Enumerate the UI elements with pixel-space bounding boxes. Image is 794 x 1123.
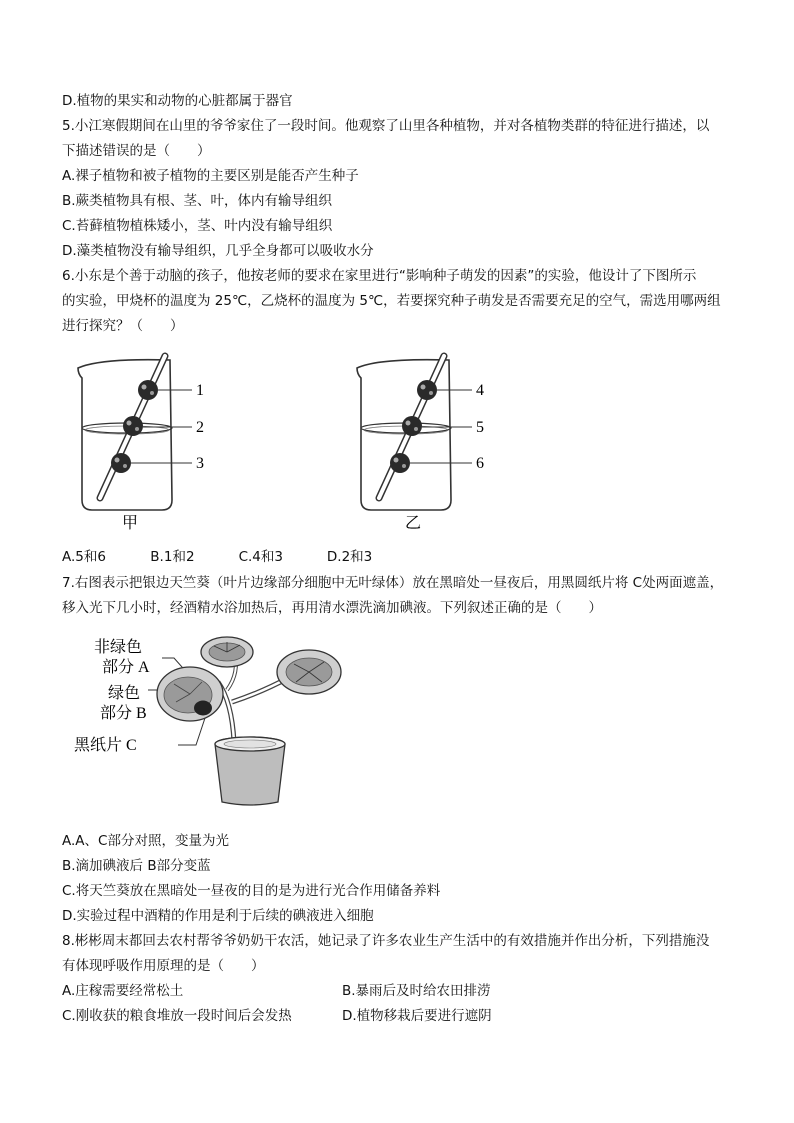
q7-option-b: B.滴加碘液后 B部分变蓝 (62, 858, 211, 874)
leaf-right (277, 650, 341, 694)
q4-option-d: D.植物的果实和动物的心脏都属于器官 (62, 93, 293, 109)
seed-5 (402, 416, 422, 436)
seed-2 (123, 416, 143, 436)
q7-geranium-figure (62, 632, 362, 812)
q8-stem-line1: 8.彬彬周末都回去农村帮爷爷奶奶干农活，她记录了许多农业生产生活中的有效措施并作出分析，下列措施没 (62, 933, 710, 949)
leaf-top (201, 637, 253, 667)
beaker-yi (357, 356, 484, 532)
leaf-variegated (157, 667, 223, 721)
seed-label-5: 5 (476, 419, 484, 436)
q5-stem-line1: 5.小江寒假期间在山里的爷爷家住了一段时间。他观察了山里各种植物，并对各植物类群的特征进行描述，以 (62, 118, 710, 134)
seed-label-4: 4 (476, 382, 484, 399)
q7-option-c: C.将天竺葵放在黑暗处一昼夜的目的是为进行光合作用储备养料 (62, 883, 441, 899)
q7-stem-line1: 7.右图表示把银边天竺葵（叶片边缘部分细胞中无叶绿体）放在黑暗处一昼夜后，用黑圆纸片将 C处两面遮盖， (62, 575, 724, 591)
q6-stem-line2: 的实验，甲烧杯的温度为 25℃，乙烧杯的温度为 5℃，若要探究种子萌发是否需要充足的空气，需选用哪两组 (62, 293, 721, 309)
q5-option-a: A.裸子植物和被子植物的主要区别是能否产生种子 (62, 168, 359, 184)
label-b-line2: 部分 B (100, 705, 147, 722)
seed-4 (417, 380, 437, 400)
q7-stem-line2: 移入光下几小时，经酒精水浴加热后，再用清水漂洗滴加碘液。下列叙述正确的是（ ） (62, 600, 602, 616)
seed-1 (138, 380, 158, 400)
label-b-line1: 绿色 (108, 685, 141, 702)
q8-option-d: D.植物移栽后要进行遮阴 (342, 1008, 492, 1024)
q6-stem-line1: 6.小东是个善于动脑的孩子，他按老师的要求在家里进行“影响种子萌发的因素”的实验，他设计了下图所示 (62, 268, 697, 284)
q7-option-d: D.实验过程中酒精的作用是利于后续的碘液进入细胞 (62, 908, 374, 924)
label-a-line2: 部分 A (102, 659, 150, 676)
beaker-jia (78, 356, 204, 532)
seed-label-3: 3 (196, 455, 204, 472)
q6-option-a: A.5和6 (62, 549, 106, 565)
q8-option-a: A.庄稼需要经常松土 (62, 983, 184, 999)
q5-stem-line2: 下描述错误的是（ ） (62, 143, 211, 159)
q5-option-b: B.蕨类植物具有根、茎、叶，体内有输导组织 (62, 193, 333, 209)
q6-option-c: C.4和3 (238, 549, 283, 565)
seed-label-2: 2 (196, 419, 204, 436)
seed-6 (390, 453, 410, 473)
beaker-caption-yi: 乙 (405, 515, 422, 532)
q8-option-b: B.暴雨后及时给农田排涝 (342, 983, 491, 999)
q8-option-c: C.刚收获的粮食堆放一段时间后会发热 (62, 1008, 292, 1024)
beaker-caption-jia: 甲 (122, 515, 139, 532)
q7-option-a: A.A、C部分对照，变量为光 (62, 833, 229, 849)
q6-option-b: B.1和2 (150, 549, 195, 565)
q5-option-c: C.苔藓植物植株矮小，茎、叶内没有输导组织 (62, 218, 333, 234)
label-a-line1: 非绿色 (94, 639, 143, 656)
seed-3 (111, 453, 131, 473)
q6-stem-line3: 进行探究？（ ） (62, 318, 184, 334)
q5-option-d: D.藻类植物没有输导组织，几乎全身都可以吸收水分 (62, 243, 374, 259)
q6-options (62, 548, 411, 566)
seed-label-6: 6 (476, 455, 484, 472)
q6-option-d: D.2和3 (326, 549, 373, 565)
q6-beaker-figure (0, 350, 794, 550)
flower-pot (215, 737, 285, 805)
seed-label-1: 1 (196, 382, 204, 399)
label-c: 黑纸片 C (74, 737, 137, 754)
q8-stem-line2: 有体现呼吸作用原理的是（ ） (62, 958, 265, 974)
